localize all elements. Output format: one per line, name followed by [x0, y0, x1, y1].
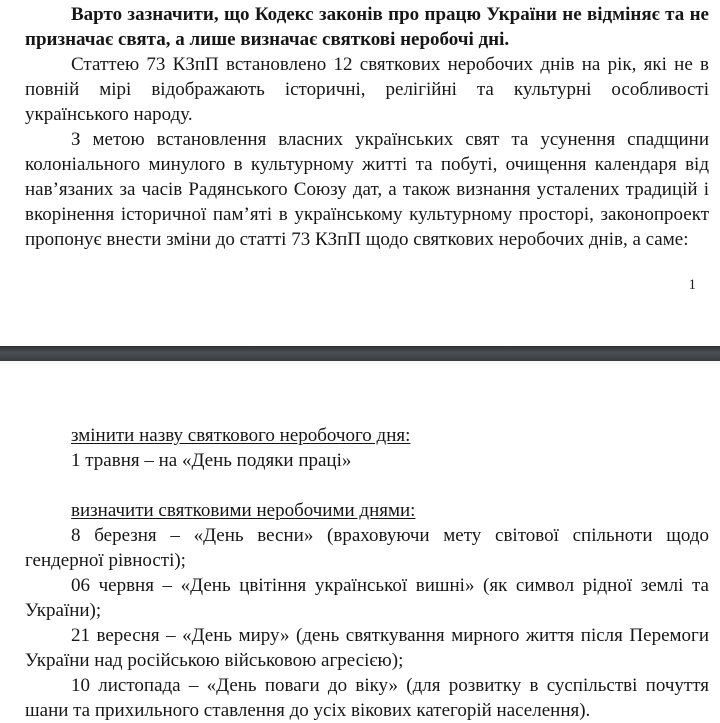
- item-june-06: 06 червня – «День цвітіння української вишні» (як символ рідної землі та України);: [25, 575, 709, 621]
- paragraph-article-73: Статтею 73 КЗпП встановлено 12 святкових неробочих днів на рік, які не в повній мірі відображають історичні, релігійні та культурні особливості українського народу.: [25, 54, 709, 125]
- paragraph-intro-bold: Варто зазначити, що Кодекс законів про працю України не відміняє та не призначає свята, а лише визначає святкові неробочі дні.: [25, 4, 709, 50]
- section-heading-define-label: визначити святковими неробочими днями:: [71, 500, 416, 521]
- page-2: [0, 364, 720, 723]
- page-number: 1: [688, 277, 696, 293]
- item-march-8: 8 березня – «День весни» (враховуючи мету світової спільноти щодо гендерної рівності);: [25, 525, 709, 571]
- item-september-21: 21 вересня – «День миру» (день святкування мирного життя після Перемоги України над російською військовою агресією);: [25, 625, 709, 671]
- section-heading-rename: [25, 423, 709, 448]
- section-heading-rename-label: змінити назву святкового неробочого дня:: [71, 425, 411, 446]
- page-1: [0, 0, 720, 346]
- section-heading-define: [25, 498, 709, 523]
- item-may-1: 1 травня – на «День подяки праці»: [71, 450, 352, 471]
- page-divider: [0, 346, 720, 361]
- blank-line: [25, 473, 709, 498]
- paragraph-purpose: З метою встановлення власних українських свят та усунення спадщини колоніального минулого в культурному житті та побуті, очищення календаря від нав’язаних за часів Радянського Союзу дат, а також визнання усталених традицій і вкорінення історичної пам’яті в українському культурному просторі, законопроект пропонує внести зміни до статті 73 КЗпП щодо святкових неробочих днів, а саме:: [25, 129, 709, 250]
- item-november-10: 10 листопада – «День поваги до віку» (для розвитку в суспільстві почуття шани та прихильного ставлення до усіх вікових категорій населення).: [25, 675, 709, 721]
